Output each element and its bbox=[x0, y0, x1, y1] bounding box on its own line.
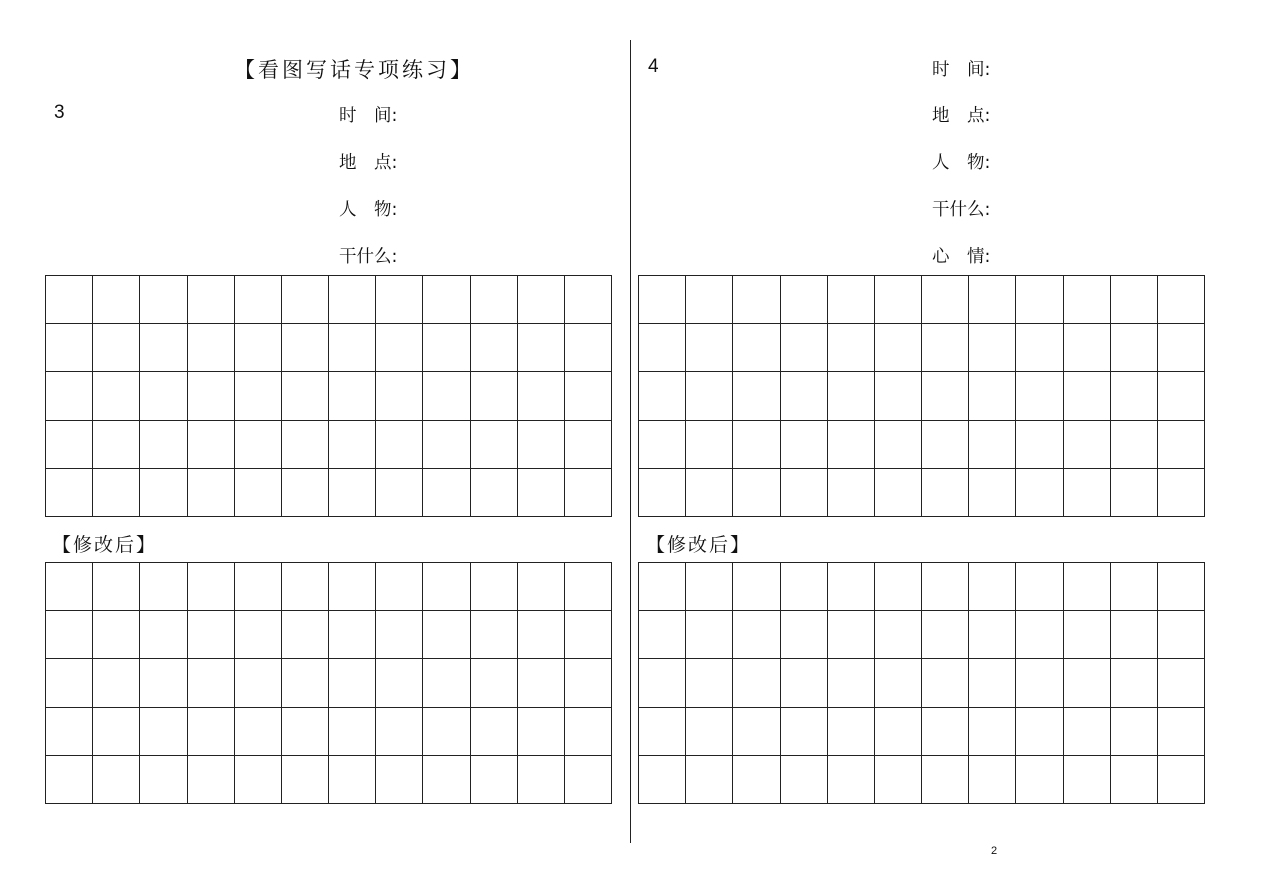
grid-cell[interactable] bbox=[1111, 659, 1158, 707]
grid-cell[interactable] bbox=[781, 563, 828, 611]
field-time-right bbox=[932, 56, 990, 81]
grid-cell[interactable] bbox=[733, 563, 780, 611]
field-colon: : bbox=[391, 247, 398, 267]
grid-cell[interactable] bbox=[781, 611, 828, 659]
writing-grid-revised-left[interactable] bbox=[45, 562, 612, 804]
grid-cell[interactable] bbox=[471, 421, 518, 469]
grid-cell[interactable] bbox=[828, 611, 875, 659]
grid-cell[interactable] bbox=[1016, 324, 1063, 372]
grid-cell[interactable] bbox=[639, 324, 686, 372]
grid-cell[interactable] bbox=[282, 276, 329, 324]
grid-cell[interactable] bbox=[686, 421, 733, 469]
grid-cell[interactable] bbox=[188, 611, 235, 659]
field-colon: : bbox=[391, 153, 398, 173]
grid-cell[interactable] bbox=[518, 563, 565, 611]
grid-cell[interactable] bbox=[329, 276, 376, 324]
grid-cell[interactable] bbox=[828, 563, 875, 611]
grid-cell[interactable] bbox=[1016, 756, 1063, 804]
grid-cell[interactable] bbox=[282, 324, 329, 372]
grid-cell[interactable] bbox=[93, 421, 140, 469]
grid-cell[interactable] bbox=[471, 469, 518, 517]
grid-cell[interactable] bbox=[828, 756, 875, 804]
grid-cell[interactable] bbox=[1016, 372, 1063, 420]
grid-cell[interactable] bbox=[1064, 756, 1111, 804]
page-divider bbox=[630, 40, 631, 843]
grid-cell[interactable] bbox=[1111, 756, 1158, 804]
grid-cell[interactable] bbox=[1158, 659, 1205, 707]
grid-cell[interactable] bbox=[969, 372, 1016, 420]
grid-cell[interactable] bbox=[828, 708, 875, 756]
grid-cell[interactable] bbox=[565, 324, 612, 372]
grid-cell[interactable] bbox=[188, 276, 235, 324]
grid-cell[interactable] bbox=[282, 421, 329, 469]
grid-cell[interactable] bbox=[93, 372, 140, 420]
grid-cell[interactable] bbox=[471, 276, 518, 324]
field-label: 时 间 bbox=[932, 60, 985, 80]
grid-cell[interactable] bbox=[1111, 421, 1158, 469]
grid-cell[interactable] bbox=[140, 756, 187, 804]
grid-cell[interactable] bbox=[518, 756, 565, 804]
field-people-left bbox=[339, 196, 397, 221]
grid-cell[interactable] bbox=[376, 469, 423, 517]
field-place-right bbox=[932, 102, 990, 127]
grid-cell[interactable] bbox=[423, 563, 470, 611]
field-time-left bbox=[339, 102, 397, 127]
grid-cell[interactable] bbox=[565, 469, 612, 517]
grid-cell[interactable] bbox=[828, 469, 875, 517]
grid-cell[interactable] bbox=[922, 421, 969, 469]
grid-cell[interactable] bbox=[140, 611, 187, 659]
grid-cell[interactable] bbox=[733, 756, 780, 804]
field-action-left bbox=[339, 243, 397, 268]
grid-cell[interactable] bbox=[922, 469, 969, 517]
grid-cell[interactable] bbox=[781, 756, 828, 804]
grid-cell[interactable] bbox=[639, 372, 686, 420]
grid-cell[interactable] bbox=[423, 708, 470, 756]
grid-cell[interactable] bbox=[93, 276, 140, 324]
writing-grid-revised-right[interactable] bbox=[638, 562, 1205, 804]
grid-cell[interactable] bbox=[376, 756, 423, 804]
grid-cell[interactable] bbox=[639, 708, 686, 756]
grid-cell[interactable] bbox=[329, 708, 376, 756]
grid-cell[interactable] bbox=[235, 563, 282, 611]
grid-cell[interactable] bbox=[639, 421, 686, 469]
grid-cell[interactable] bbox=[329, 421, 376, 469]
grid-cell[interactable] bbox=[733, 469, 780, 517]
grid-cell[interactable] bbox=[518, 708, 565, 756]
grid-cell[interactable] bbox=[188, 756, 235, 804]
grid-cell[interactable] bbox=[781, 659, 828, 707]
grid-cell[interactable] bbox=[329, 324, 376, 372]
grid-cell[interactable] bbox=[140, 659, 187, 707]
grid-cell[interactable] bbox=[329, 563, 376, 611]
grid-cell[interactable] bbox=[1111, 563, 1158, 611]
grid-cell[interactable] bbox=[922, 611, 969, 659]
grid-cell[interactable] bbox=[471, 372, 518, 420]
grid-cell[interactable] bbox=[1016, 659, 1063, 707]
grid-cell[interactable] bbox=[1158, 372, 1205, 420]
grid-cell[interactable] bbox=[376, 611, 423, 659]
grid-cell[interactable] bbox=[875, 708, 922, 756]
revised-label-right: 【修改后】 bbox=[646, 534, 752, 556]
grid-cell[interactable] bbox=[686, 276, 733, 324]
grid-cell[interactable] bbox=[875, 276, 922, 324]
grid-cell[interactable] bbox=[1158, 756, 1205, 804]
grid-cell[interactable] bbox=[1158, 611, 1205, 659]
grid-cell[interactable] bbox=[282, 756, 329, 804]
grid-cell[interactable] bbox=[565, 421, 612, 469]
revised-label-left: 【修改后】 bbox=[52, 534, 158, 556]
grid-cell[interactable] bbox=[46, 563, 93, 611]
grid-cell[interactable] bbox=[639, 563, 686, 611]
grid-cell[interactable] bbox=[329, 372, 376, 420]
grid-cell[interactable] bbox=[686, 563, 733, 611]
grid-cell[interactable] bbox=[1064, 276, 1111, 324]
grid-cell[interactable] bbox=[922, 324, 969, 372]
grid-cell[interactable] bbox=[875, 563, 922, 611]
grid-cell[interactable] bbox=[733, 372, 780, 420]
grid-cell[interactable] bbox=[875, 469, 922, 517]
grid-cell[interactable] bbox=[1016, 469, 1063, 517]
grid-cell[interactable] bbox=[969, 324, 1016, 372]
grid-cell[interactable] bbox=[140, 276, 187, 324]
grid-cell[interactable] bbox=[423, 611, 470, 659]
grid-cell[interactable] bbox=[1158, 469, 1205, 517]
grid-cell[interactable] bbox=[235, 756, 282, 804]
grid-cell[interactable] bbox=[686, 708, 733, 756]
grid-cell[interactable] bbox=[733, 659, 780, 707]
grid-cell[interactable] bbox=[235, 659, 282, 707]
page-number: 2 bbox=[991, 845, 998, 857]
grid-cell[interactable] bbox=[639, 756, 686, 804]
grid-cell[interactable] bbox=[282, 469, 329, 517]
grid-cell[interactable] bbox=[376, 276, 423, 324]
grid-cell[interactable] bbox=[518, 421, 565, 469]
grid-cell[interactable] bbox=[781, 708, 828, 756]
field-label: 人 物 bbox=[932, 153, 985, 173]
grid-cell[interactable] bbox=[922, 659, 969, 707]
grid-cell[interactable] bbox=[188, 563, 235, 611]
grid-cell[interactable] bbox=[969, 756, 1016, 804]
grid-cell[interactable] bbox=[781, 276, 828, 324]
grid-cell[interactable] bbox=[93, 563, 140, 611]
field-label: 心 情 bbox=[932, 247, 985, 267]
grid-cell[interactable] bbox=[1111, 469, 1158, 517]
grid-cell[interactable] bbox=[188, 324, 235, 372]
grid-cell[interactable] bbox=[235, 469, 282, 517]
grid-cell[interactable] bbox=[329, 756, 376, 804]
grid-cell[interactable] bbox=[1111, 708, 1158, 756]
worksheet-title: 【看图写话专项练习】 bbox=[234, 58, 474, 82]
grid-cell[interactable] bbox=[376, 372, 423, 420]
grid-cell[interactable] bbox=[423, 469, 470, 517]
grid-cell[interactable] bbox=[1158, 708, 1205, 756]
grid-cell[interactable] bbox=[46, 708, 93, 756]
grid-cell[interactable] bbox=[423, 276, 470, 324]
grid-cell[interactable] bbox=[686, 324, 733, 372]
grid-cell[interactable] bbox=[282, 563, 329, 611]
grid-cell[interactable] bbox=[235, 611, 282, 659]
grid-cell[interactable] bbox=[46, 372, 93, 420]
grid-cell[interactable] bbox=[188, 372, 235, 420]
grid-cell[interactable] bbox=[140, 421, 187, 469]
grid-cell[interactable] bbox=[471, 563, 518, 611]
grid-cell[interactable] bbox=[1016, 563, 1063, 611]
grid-cell[interactable] bbox=[781, 469, 828, 517]
grid-cell[interactable] bbox=[781, 372, 828, 420]
grid-cell[interactable] bbox=[922, 372, 969, 420]
field-label: 地 点 bbox=[339, 153, 392, 173]
grid-cell[interactable] bbox=[1111, 324, 1158, 372]
grid-cell[interactable] bbox=[376, 421, 423, 469]
grid-cell[interactable] bbox=[686, 469, 733, 517]
grid-cell[interactable] bbox=[376, 563, 423, 611]
grid-cell[interactable] bbox=[686, 611, 733, 659]
field-colon: : bbox=[984, 60, 991, 80]
grid-cell[interactable] bbox=[188, 708, 235, 756]
grid-cell[interactable] bbox=[93, 756, 140, 804]
grid-cell[interactable] bbox=[471, 756, 518, 804]
grid-cell[interactable] bbox=[376, 659, 423, 707]
grid-cell[interactable] bbox=[282, 659, 329, 707]
field-action-right bbox=[932, 196, 990, 221]
grid-cell[interactable] bbox=[93, 659, 140, 707]
grid-cell[interactable] bbox=[93, 324, 140, 372]
grid-cell[interactable] bbox=[518, 276, 565, 324]
grid-cell[interactable] bbox=[188, 421, 235, 469]
grid-cell[interactable] bbox=[282, 708, 329, 756]
grid-cell[interactable] bbox=[93, 469, 140, 517]
grid-cell[interactable] bbox=[969, 563, 1016, 611]
field-colon: : bbox=[391, 106, 398, 126]
grid-cell[interactable] bbox=[1064, 421, 1111, 469]
grid-cell[interactable] bbox=[46, 756, 93, 804]
field-colon: : bbox=[984, 200, 991, 220]
grid-cell[interactable] bbox=[828, 372, 875, 420]
grid-cell[interactable] bbox=[282, 611, 329, 659]
grid-cell[interactable] bbox=[1111, 276, 1158, 324]
grid-cell[interactable] bbox=[471, 611, 518, 659]
grid-cell[interactable] bbox=[93, 611, 140, 659]
writing-grid-draft-left[interactable] bbox=[45, 275, 612, 517]
grid-cell[interactable] bbox=[423, 324, 470, 372]
grid-cell[interactable] bbox=[1064, 611, 1111, 659]
grid-cell[interactable] bbox=[235, 421, 282, 469]
grid-cell[interactable] bbox=[471, 659, 518, 707]
grid-cell[interactable] bbox=[565, 659, 612, 707]
grid-cell[interactable] bbox=[140, 469, 187, 517]
grid-cell[interactable] bbox=[875, 756, 922, 804]
grid-cell[interactable] bbox=[46, 611, 93, 659]
grid-cell[interactable] bbox=[922, 756, 969, 804]
grid-cell[interactable] bbox=[1016, 611, 1063, 659]
grid-cell[interactable] bbox=[235, 276, 282, 324]
grid-cell[interactable] bbox=[565, 756, 612, 804]
grid-cell[interactable] bbox=[1158, 563, 1205, 611]
grid-cell[interactable] bbox=[781, 324, 828, 372]
grid-cell[interactable] bbox=[969, 469, 1016, 517]
grid-cell[interactable] bbox=[1111, 611, 1158, 659]
grid-cell[interactable] bbox=[46, 276, 93, 324]
grid-cell[interactable] bbox=[1016, 708, 1063, 756]
grid-cell[interactable] bbox=[875, 421, 922, 469]
grid-cell[interactable] bbox=[1016, 276, 1063, 324]
grid-cell[interactable] bbox=[1064, 563, 1111, 611]
grid-cell[interactable] bbox=[828, 276, 875, 324]
grid-cell[interactable] bbox=[1064, 324, 1111, 372]
grid-cell[interactable] bbox=[518, 469, 565, 517]
grid-cell[interactable] bbox=[376, 324, 423, 372]
field-colon: : bbox=[984, 153, 991, 173]
grid-cell[interactable] bbox=[46, 421, 93, 469]
grid-cell[interactable] bbox=[565, 276, 612, 324]
grid-cell[interactable] bbox=[376, 708, 423, 756]
grid-cell[interactable] bbox=[46, 469, 93, 517]
grid-cell[interactable] bbox=[518, 611, 565, 659]
grid-cell[interactable] bbox=[518, 659, 565, 707]
grid-cell[interactable] bbox=[46, 659, 93, 707]
grid-cell[interactable] bbox=[639, 659, 686, 707]
grid-cell[interactable] bbox=[1158, 324, 1205, 372]
grid-cell[interactable] bbox=[875, 372, 922, 420]
field-label: 干什么 bbox=[932, 200, 985, 220]
grid-cell[interactable] bbox=[922, 563, 969, 611]
grid-cell[interactable] bbox=[828, 324, 875, 372]
grid-cell[interactable] bbox=[639, 469, 686, 517]
grid-cell[interactable] bbox=[188, 659, 235, 707]
grid-cell[interactable] bbox=[565, 708, 612, 756]
grid-cell[interactable] bbox=[235, 708, 282, 756]
grid-cell[interactable] bbox=[1064, 659, 1111, 707]
field-place-left bbox=[339, 149, 397, 174]
exercise-number-4: 4 bbox=[648, 56, 659, 77]
writing-grid-draft-right[interactable] bbox=[638, 275, 1205, 517]
field-people-right bbox=[932, 149, 990, 174]
grid-cell[interactable] bbox=[471, 324, 518, 372]
grid-cell[interactable] bbox=[686, 756, 733, 804]
grid-cell[interactable] bbox=[875, 611, 922, 659]
grid-cell[interactable] bbox=[423, 421, 470, 469]
field-label: 地 点 bbox=[932, 106, 985, 126]
grid-cell[interactable] bbox=[828, 421, 875, 469]
grid-cell[interactable] bbox=[329, 659, 376, 707]
grid-cell[interactable] bbox=[46, 324, 93, 372]
field-mood-right bbox=[932, 243, 990, 268]
grid-cell[interactable] bbox=[423, 756, 470, 804]
grid-cell[interactable] bbox=[875, 324, 922, 372]
grid-cell[interactable] bbox=[1111, 372, 1158, 420]
grid-cell[interactable] bbox=[140, 708, 187, 756]
field-label: 干什么 bbox=[339, 247, 392, 267]
grid-cell[interactable] bbox=[733, 276, 780, 324]
grid-cell[interactable] bbox=[733, 421, 780, 469]
grid-cell[interactable] bbox=[565, 563, 612, 611]
grid-cell[interactable] bbox=[471, 708, 518, 756]
grid-cell[interactable] bbox=[969, 659, 1016, 707]
grid-cell[interactable] bbox=[565, 611, 612, 659]
grid-cell[interactable] bbox=[828, 659, 875, 707]
grid-cell[interactable] bbox=[423, 659, 470, 707]
grid-cell[interactable] bbox=[518, 372, 565, 420]
grid-cell[interactable] bbox=[423, 372, 470, 420]
grid-cell[interactable] bbox=[329, 469, 376, 517]
grid-cell[interactable] bbox=[1064, 469, 1111, 517]
grid-cell[interactable] bbox=[282, 372, 329, 420]
grid-cell[interactable] bbox=[875, 659, 922, 707]
grid-cell[interactable] bbox=[235, 324, 282, 372]
field-label: 人 物 bbox=[339, 200, 392, 220]
grid-cell[interactable] bbox=[922, 276, 969, 324]
field-colon: : bbox=[984, 106, 991, 126]
grid-cell[interactable] bbox=[518, 324, 565, 372]
grid-cell[interactable] bbox=[686, 372, 733, 420]
grid-cell[interactable] bbox=[733, 611, 780, 659]
field-label: 时 间 bbox=[339, 106, 392, 126]
grid-cell[interactable] bbox=[1064, 708, 1111, 756]
grid-cell[interactable] bbox=[639, 276, 686, 324]
grid-cell[interactable] bbox=[686, 659, 733, 707]
grid-cell[interactable] bbox=[140, 324, 187, 372]
grid-cell[interactable] bbox=[565, 372, 612, 420]
grid-cell[interactable] bbox=[969, 421, 1016, 469]
grid-cell[interactable] bbox=[639, 611, 686, 659]
grid-cell[interactable] bbox=[93, 708, 140, 756]
grid-cell[interactable] bbox=[329, 611, 376, 659]
field-colon: : bbox=[391, 200, 398, 220]
grid-cell[interactable] bbox=[1064, 372, 1111, 420]
grid-cell[interactable] bbox=[1158, 421, 1205, 469]
grid-cell[interactable] bbox=[922, 708, 969, 756]
grid-cell[interactable] bbox=[140, 563, 187, 611]
exercise-number-3: 3 bbox=[54, 102, 65, 123]
grid-cell[interactable] bbox=[733, 708, 780, 756]
grid-cell[interactable] bbox=[969, 611, 1016, 659]
grid-cell[interactable] bbox=[140, 372, 187, 420]
field-colon: : bbox=[984, 247, 991, 267]
grid-cell[interactable] bbox=[733, 324, 780, 372]
grid-cell[interactable] bbox=[1016, 421, 1063, 469]
grid-cell[interactable] bbox=[969, 708, 1016, 756]
grid-cell[interactable] bbox=[781, 421, 828, 469]
grid-cell[interactable] bbox=[969, 276, 1016, 324]
grid-cell[interactable] bbox=[1158, 276, 1205, 324]
grid-cell[interactable] bbox=[235, 372, 282, 420]
grid-cell[interactable] bbox=[188, 469, 235, 517]
